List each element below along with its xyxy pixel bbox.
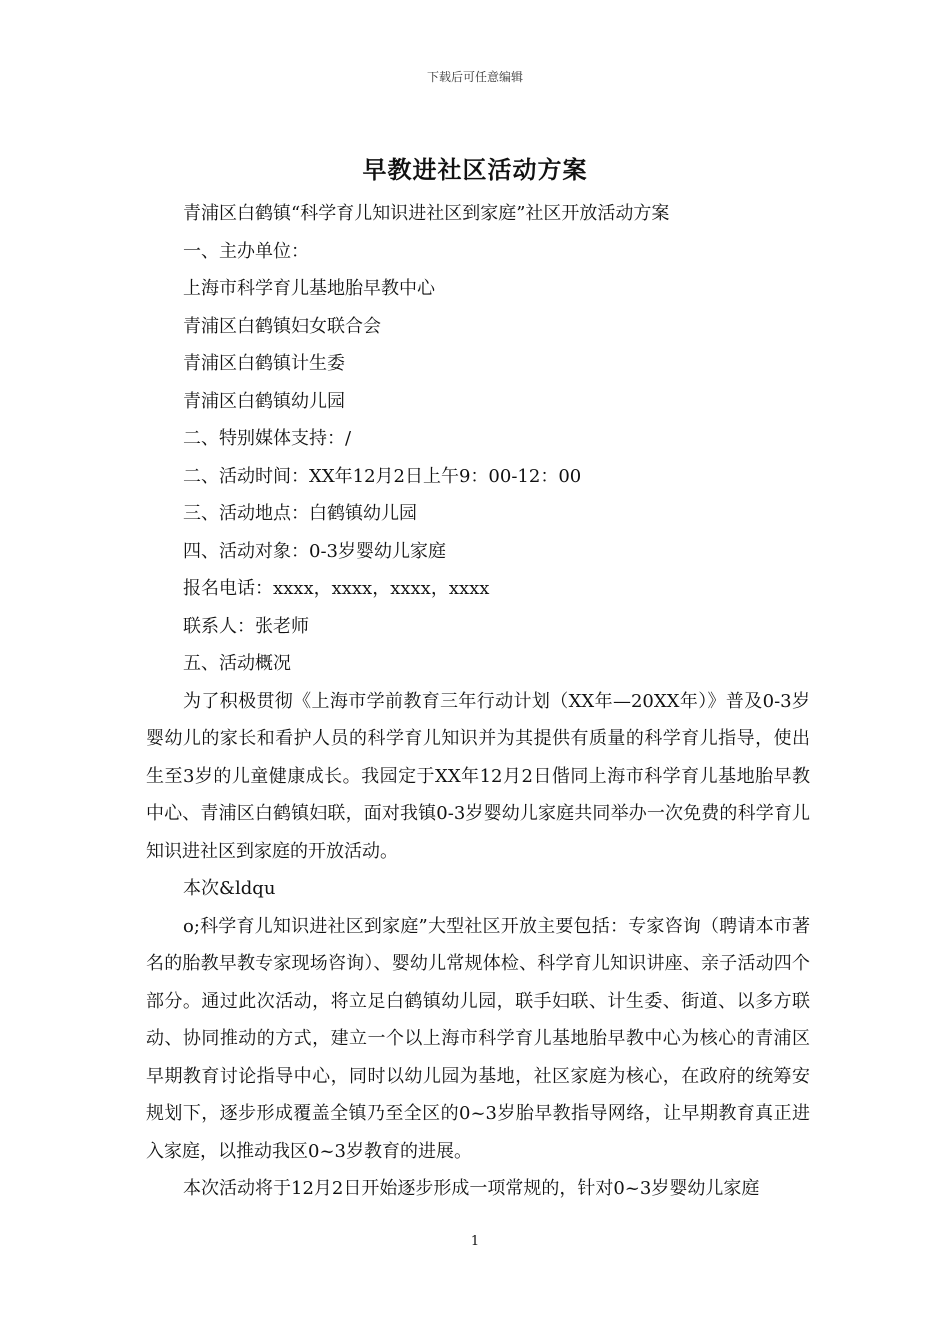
section-overview-heading: 五、活动概况 <box>183 653 291 674</box>
page-number: 1 <box>470 1234 480 1249</box>
organizer-item: 青浦区白鹤镇妇女联合会 <box>183 315 381 337</box>
media-support-line: 二、特别媒体支持：/ <box>183 428 352 449</box>
body-paragraph: 为了积极贯彻《上海市学前教育三年行动计划（XX年—20XX年）》普及0-3岁婴幼儿的家长和看护人员的科学育儿知识并为其提供有质量的科学育儿指导，使出生至3岁的儿童健康成长。我园定于XX年12月2日偕同上海市科学育儿基地胎早教中心、青浦区白鹤镇妇联，面对我镇0-3岁婴幼儿家庭共同举办一次免费的科学育儿知识进社区到家庭的开放活动。 <box>146 690 810 862</box>
organizer-item: 青浦区白鹤镇计生委 <box>183 353 345 374</box>
registration-phone-line: 报名电话：xxxx，xxxx，xxxx，xxxx <box>183 578 490 599</box>
body-paragraph: 本次活动将于12月2日开始逐步形成一项常规的，针对0~3岁婴幼儿家庭 <box>183 1178 760 1199</box>
activity-target-line: 四、活动对象：0-3岁婴幼儿家庭 <box>183 540 446 562</box>
section-organizers-heading: 一、主办单位： <box>183 240 309 262</box>
activity-location-line: 三、活动地点：白鹤镇幼儿园 <box>183 503 417 524</box>
document-title: 早教进社区活动方案 <box>362 155 588 184</box>
activity-time-line: 二、活动时间：XX年12月2日上午9：00-12：00 <box>183 465 582 487</box>
organizer-item: 青浦区白鹤镇幼儿园 <box>183 390 345 412</box>
body-paragraph: o;科学育儿知识进社区到家庭”大型社区开放主要包括：专家咨询（聘请本市著名的胎教早教专家现场咨询）、婴幼儿常规体检、科学育儿知识讲座、亲子活动四个部分。通过此次活动，将立足白鹤镇幼儿园，联手妇联、计生委、街道、以多方联动、协同推动的方式，建立一个以上海市科学育儿基地胎早教中心为核心的青浦区早期教育讨论指导中心，同时以幼儿园为基地，社区家庭为核心，在政府的统筹安规划下，逐步形成覆盖全镇乃至全区的0~3岁胎早教指导网络，让早期教育真正进入家庭，以推动我区0~3岁教育的进展。 <box>146 915 810 1162</box>
subtitle-line: 青浦区白鹤镇“科学育儿知识进社区到家庭”社区开放活动方案 <box>183 203 670 224</box>
body-paragraph: 本次&ldqu <box>183 878 276 899</box>
page-header-note: 下载后可任意编辑 <box>426 70 523 84</box>
contact-person-line: 联系人：张老师 <box>183 615 309 637</box>
document-body <box>146 195 810 1208</box>
organizer-item: 上海市科学育儿基地胎早教中心 <box>183 278 435 299</box>
